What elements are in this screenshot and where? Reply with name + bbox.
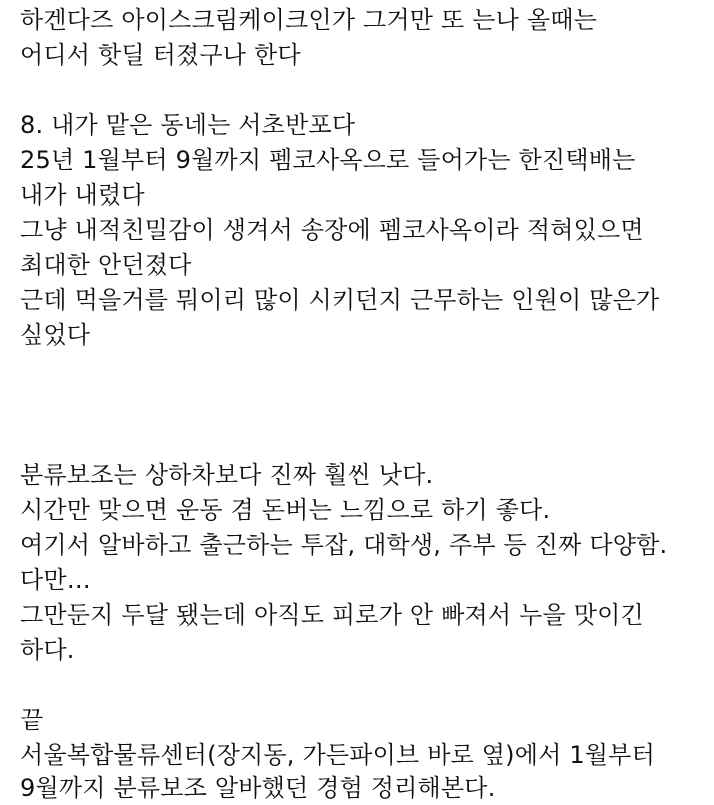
text-line: 싶었다 (20, 321, 91, 349)
text-line: 그만둔지 두달 됐는데 아직도 피로가 안 빠져서 누을 맛이긴 (20, 601, 644, 629)
text-line: 근데 먹을거를 뭐이리 많이 시키던지 근무하는 인원이 많은가 (20, 286, 660, 314)
text-line: 서울복합물류센터(장지동, 가든파이브 바로 옆)에서 1월부터 (20, 741, 655, 769)
text-line: 분류보조는 상하차보다 진짜 훨씬 낫다. (20, 461, 434, 489)
text-line: 그냥 내적친밀감이 생겨서 송장에 펨코사옥이라 적혀있으면 (20, 216, 644, 244)
text-line: 최대한 안던졌다 (20, 251, 192, 279)
text-line: 시간만 맞으면 운동 겸 돈버는 느낌으로 하기 좋다. (20, 496, 551, 524)
text-line: 다만… (20, 566, 91, 594)
text-line: 어디서 핫딜 터졌구나 한다 (20, 41, 301, 69)
text-line: 내가 내렸다 (20, 181, 145, 209)
text-line: 하겐다즈 아이스크림케이크인가 그거만 또 는나 올때는 (20, 6, 597, 34)
text-line: 하다. (20, 636, 75, 664)
text-line: 9월까지 분류보조 알바했던 경험 정리해본다. (20, 774, 496, 802)
text-line: 끝 (20, 706, 44, 734)
text-line: 여기서 알바하고 출근하는 투잡, 대학생, 주부 등 진짜 다양함. (20, 531, 668, 559)
text-line: 8. 내가 맡은 동네는 서초반포다 (20, 111, 356, 139)
text-line: 25년 1월부터 9월까지 펨코사옥으로 들어가는 한진택배는 (20, 146, 636, 174)
